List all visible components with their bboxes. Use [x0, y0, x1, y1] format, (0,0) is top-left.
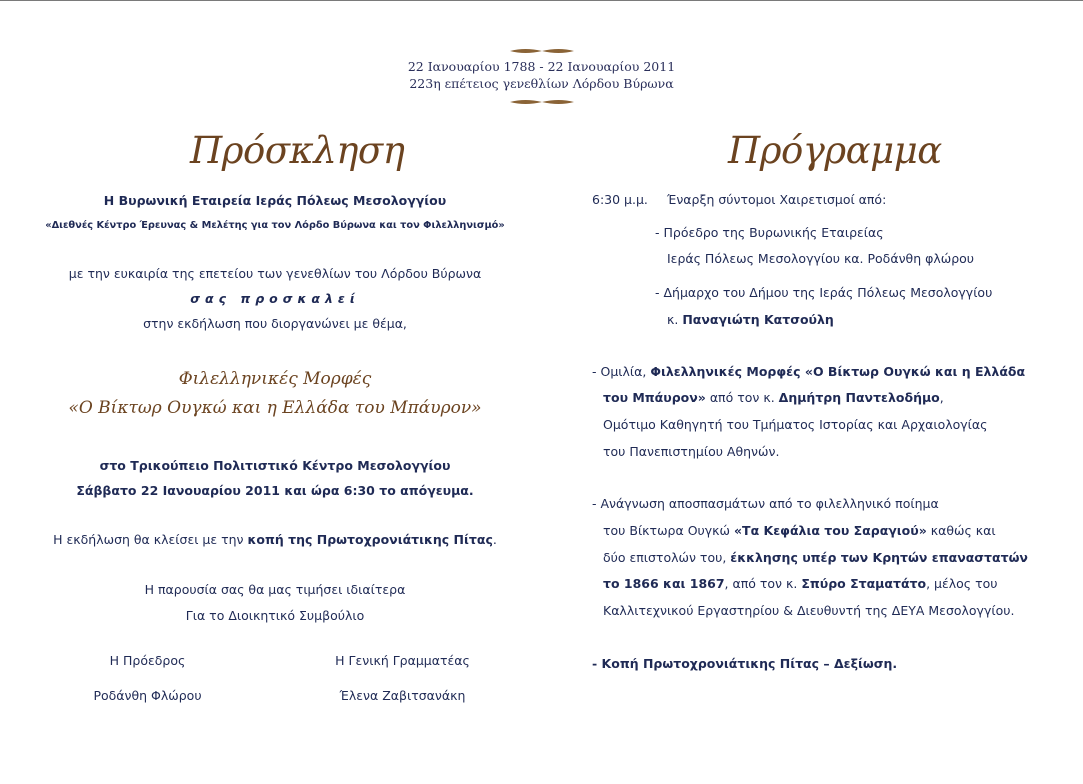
signature-secretary-title: Η Γενική Γραμματέας — [335, 653, 470, 668]
invitation-title: Πρόσκληση — [190, 129, 405, 172]
talk-line-4: του Πανεπιστημίου Αθηνών. — [603, 444, 780, 459]
speaker-name: Δημήτρη Παντελοδήμο — [778, 390, 940, 405]
center-name: «Διεθνές Κέντρο Έρευνας & Μελέτης για τον Λόρδο Βύρωνα και τον Φιλελληνισμό» — [45, 220, 505, 231]
datetime-text: Σάββατο 22 Ιανουαρίου 2011 και ώρα 6:30 το απόγευμα. — [76, 483, 474, 498]
board-text: Για το Διοικητικό Συμβούλιο — [185, 608, 365, 623]
header-anniversary: 223η επέτειος γενεθλίων Λόρδου Βύρωνα — [409, 76, 674, 91]
program-opening: Έναρξη σύντομοι Χαιρετισμοί από: — [667, 192, 887, 207]
signature-secretary-name: Έλενα Ζαβιτσανάκη — [339, 688, 466, 703]
mayor-name: Παναγιώτη Κατσούλη — [682, 312, 834, 327]
greeting-1-line-2: Ιεράς Πόλεως Μεσολογγίου κα. Ροδάνθη φλώρου — [667, 251, 975, 266]
top-ornament — [508, 47, 576, 55]
greeting-1-line-1: - Πρόεδρο της Βυρωνικής Εταιρείας — [655, 225, 884, 240]
reader-name: Σπύρο Σταματάτο — [801, 576, 927, 591]
program-time: 6:30 μ.μ. — [592, 192, 648, 207]
poem-title: «Τα Κεφάλια του Σαραγιού» — [733, 523, 927, 538]
closing-bold: κοπή της Πρωτοχρονιάτικης Πίτας — [247, 532, 493, 547]
final-item: - Κοπή Πρωτοχρονιάτικης Πίτας – Δεξίωση. — [592, 656, 898, 671]
program-title: Πρόγραμμα — [728, 129, 942, 172]
greeting-2-line-1: - Δήμαρχο του Δήμου της Ιεράς Πόλεως Μεσολογγίου — [655, 285, 993, 300]
reading-line-2: του Βίκτωρα Ουγκώ «Τα Κεφάλια του Σαραγιού» καθώς και — [603, 523, 996, 538]
reading-line-4: το 1866 και 1867, από τον κ. Σπύρο Σταματάτο, μέλος του — [603, 576, 998, 591]
talk-line-2: του Μπάυρον» από τον κ. Δημήτρη Παντελοδήμο, — [603, 390, 944, 405]
theme-line-2: «Ο Βίκτωρ Ουγκώ και η Ελλάδα του Μπάυρον» — [68, 398, 482, 418]
closing-text: Η εκδήλωση θα κλείσει με την κοπή της Πρωτοχρονιάτικης Πίτας. — [53, 532, 497, 547]
reading-line-3: δύο επιστολών του, έκκλησης υπέρ των Κρητών επαναστατών — [603, 550, 1028, 565]
signature-president-name: Ροδάνθη Φλώρου — [93, 688, 202, 703]
venue-text: στο Τρικούπειο Πολιτιστικό Κέντρο Μεσολογγίου — [99, 458, 451, 473]
occasion-text: με την ευκαιρία της επετείου των γενεθλίων του Λόρδου Βύρωνα — [68, 266, 482, 281]
reading-line-1: - Ανάγνωση αποσπασμάτων από το φιλελληνικό ποίημα — [592, 496, 939, 511]
greeting-2-line-2: κ. Παναγιώτη Κατσούλη — [667, 312, 834, 327]
talk-line-1: - Ομιλία, Φιλελληνικές Μορφές «Ο Βίκτωρ Ουγκώ και η Ελλάδα — [592, 364, 1026, 379]
event-intro: στην εκδήλωση που διοργανώνει με θέμα, — [143, 316, 407, 331]
talk-line-3: Ομότιμο Καθηγητή του Τμήματος Ιστορίας και Αρχαιολογίας — [603, 417, 988, 432]
theme-line-1: Φιλελληνικές Μορφές — [178, 369, 372, 389]
bottom-ornament — [508, 98, 576, 106]
society-name: Η Βυρωνική Εταιρεία Ιεράς Πόλεως Μεσολογγίου — [103, 193, 447, 208]
honor-text: Η παρουσία σας θα μας τιμήσει ιδιαίτερα — [144, 582, 406, 597]
invites-text: σας προσκαλεί — [190, 291, 360, 306]
signature-president-title: Η Πρόεδρος — [109, 653, 186, 668]
talk-title-bold: Φιλελληνικές Μορφές «Ο Βίκτωρ Ουγκώ και η Ελλάδα — [650, 364, 1026, 379]
header-dates: 22 Ιανουαρίου 1788 - 22 Ιανουαρίου 2011 — [407, 59, 676, 74]
reading-line-5: Καλλιτεχνικού Εργαστηρίου & Διευθυντή της ΔΕΥΑ Μεσολογγίου. — [603, 603, 1015, 618]
